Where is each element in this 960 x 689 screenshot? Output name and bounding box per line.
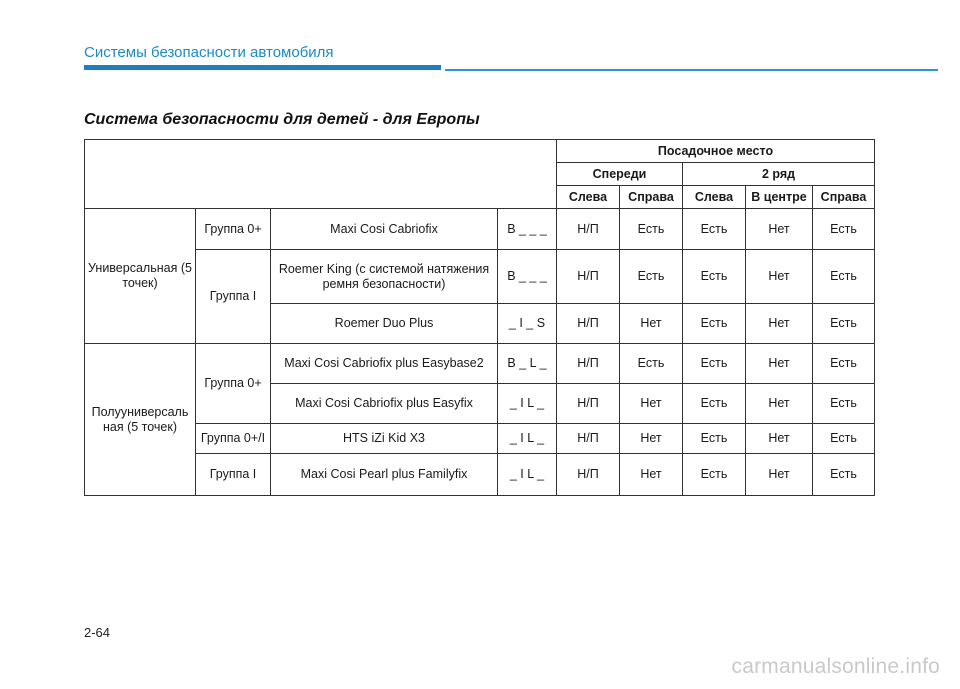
value-cell: Нет bbox=[746, 250, 813, 304]
value-cell: Есть bbox=[620, 209, 683, 250]
header-rule-light bbox=[445, 69, 938, 71]
page-number: 2-64 bbox=[84, 625, 111, 640]
col-header-front-right: Справа bbox=[620, 186, 683, 209]
value-cell: Н/П bbox=[557, 454, 620, 496]
value-cell: Есть bbox=[683, 304, 746, 344]
code-cell: _ I L _ bbox=[498, 384, 557, 424]
subgroup-cell: Группа I bbox=[196, 250, 271, 344]
model-cell: HTS iZi Kid X3 bbox=[271, 424, 498, 454]
value-cell: Есть bbox=[620, 344, 683, 384]
model-cell: Maxi Cosi Cabriofix plus Easyfix bbox=[271, 384, 498, 424]
code-cell: B _ _ _ bbox=[498, 250, 557, 304]
value-cell: Есть bbox=[683, 424, 746, 454]
value-cell: Нет bbox=[620, 454, 683, 496]
value-cell: Нет bbox=[746, 384, 813, 424]
front-header: Спереди bbox=[557, 163, 683, 186]
second-row-header: 2 ряд bbox=[683, 163, 875, 186]
section-title: Системы безопасности автомобиля bbox=[84, 44, 334, 61]
model-cell: Maxi Cosi Pearl plus Familyfix bbox=[271, 454, 498, 496]
value-cell: Есть bbox=[683, 344, 746, 384]
value-cell: Есть bbox=[813, 209, 875, 250]
value-cell: Есть bbox=[813, 424, 875, 454]
value-cell: Есть bbox=[813, 344, 875, 384]
table-row bbox=[85, 424, 875, 454]
model-cell: Maxi Cosi Cabriofix bbox=[271, 209, 498, 250]
corner-cell bbox=[85, 140, 557, 209]
value-cell: Есть bbox=[683, 209, 746, 250]
subgroup-cell: Группа I bbox=[196, 454, 271, 496]
table-row bbox=[85, 344, 875, 384]
value-cell: Есть bbox=[683, 454, 746, 496]
header-rule-dark bbox=[84, 65, 441, 70]
value-cell: Есть bbox=[683, 250, 746, 304]
col-header-rear-right: Справа bbox=[813, 186, 875, 209]
value-cell: Есть bbox=[683, 384, 746, 424]
value-cell: Есть bbox=[620, 250, 683, 304]
seat-compatibility-table bbox=[84, 139, 875, 496]
col-header-rear-left: Слева bbox=[683, 186, 746, 209]
code-cell: _ I L _ bbox=[498, 454, 557, 496]
value-cell: Нет bbox=[620, 304, 683, 344]
code-cell: _ I L _ bbox=[498, 424, 557, 454]
code-cell: B _ L _ bbox=[498, 344, 557, 384]
value-cell: Н/П bbox=[557, 209, 620, 250]
code-cell: _ I _ S bbox=[498, 304, 557, 344]
value-cell: Н/П bbox=[557, 304, 620, 344]
value-cell: Есть bbox=[813, 384, 875, 424]
model-cell: Roemer Duo Plus bbox=[271, 304, 498, 344]
value-cell: Нет bbox=[620, 384, 683, 424]
seat-position-header: Посадочное место bbox=[557, 140, 875, 163]
value-cell: Есть bbox=[813, 454, 875, 496]
value-cell: Н/П bbox=[557, 250, 620, 304]
value-cell: Н/П bbox=[557, 384, 620, 424]
value-cell: Нет bbox=[746, 344, 813, 384]
value-cell: Нет bbox=[746, 424, 813, 454]
code-cell: B _ _ _ bbox=[498, 209, 557, 250]
col-header-rear-center: В центре bbox=[746, 186, 813, 209]
value-cell: Нет bbox=[620, 424, 683, 454]
value-cell: Есть bbox=[813, 304, 875, 344]
subgroup-cell: Группа 0+ bbox=[196, 209, 271, 250]
watermark: carmanualsonline.info bbox=[731, 655, 940, 678]
value-cell: Нет bbox=[746, 209, 813, 250]
col-header-front-left: Слева bbox=[557, 186, 620, 209]
value-cell: Н/П bbox=[557, 424, 620, 454]
model-cell: Roemer King (с системой натяжения ремня безопасности) bbox=[271, 250, 498, 304]
subgroup-cell: Группа 0+ bbox=[196, 344, 271, 424]
table-row bbox=[85, 454, 875, 496]
value-cell: Нет bbox=[746, 454, 813, 496]
page-title: Система безопасности для детей - для Европы bbox=[84, 111, 480, 128]
value-cell: Н/П bbox=[557, 344, 620, 384]
value-cell: Есть bbox=[813, 250, 875, 304]
subgroup-cell: Группа 0+/I bbox=[196, 424, 271, 454]
category-cell: Универсальная (5 точек) bbox=[85, 209, 196, 344]
value-cell: Нет bbox=[746, 304, 813, 344]
model-cell: Maxi Cosi Cabriofix plus Easybase2 bbox=[271, 344, 498, 384]
table-row bbox=[85, 209, 875, 250]
category-cell: Полууниверсаль ная (5 точек) bbox=[85, 344, 196, 496]
table-row bbox=[85, 250, 875, 304]
